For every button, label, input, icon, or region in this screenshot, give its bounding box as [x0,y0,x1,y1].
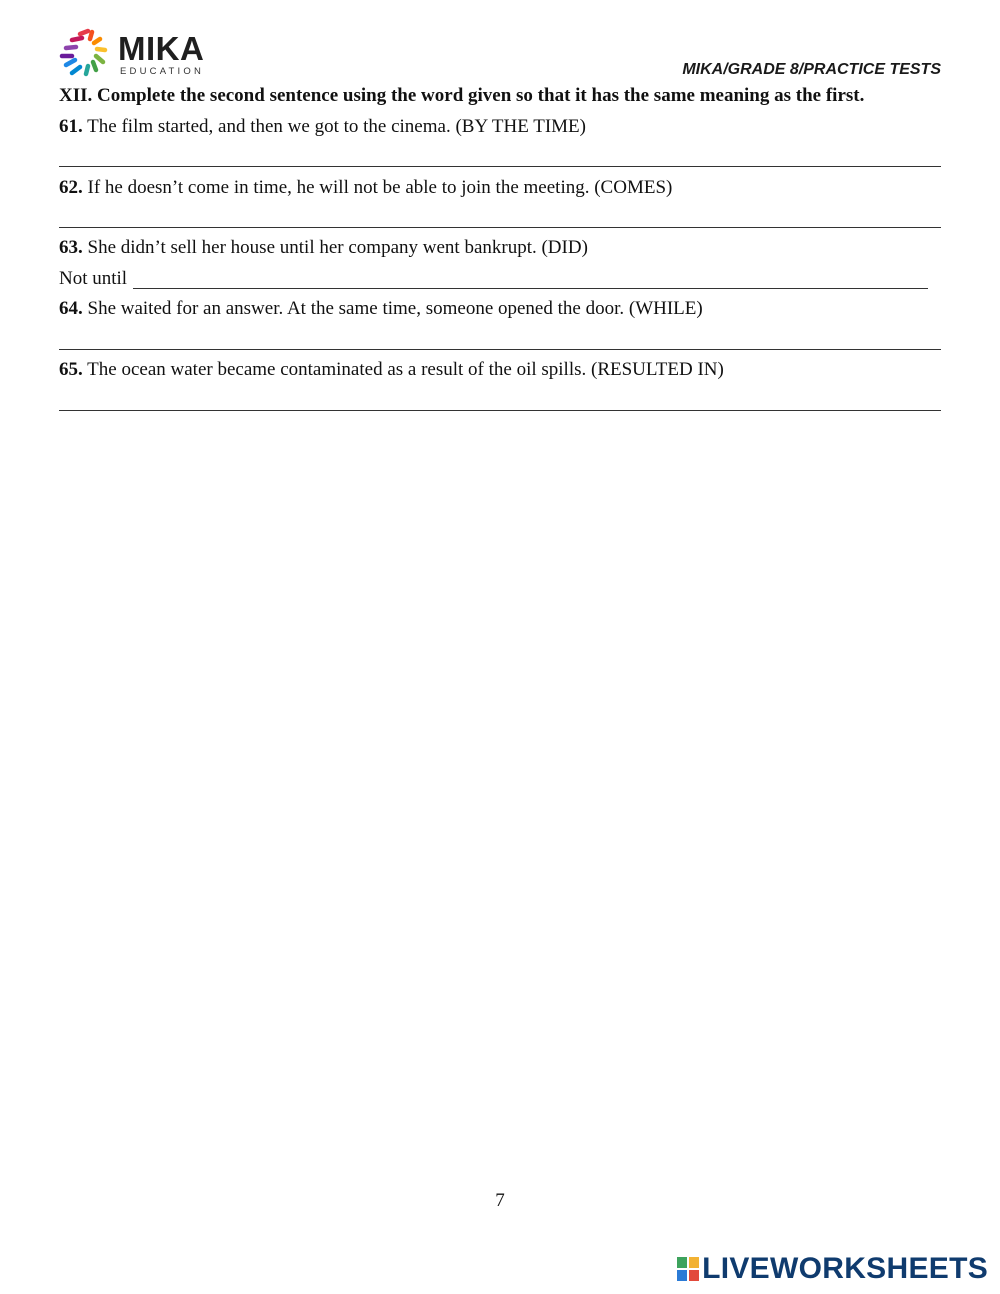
question-text: She waited for an answer. At the same time, someone opened the door. (WHILE) [87,298,703,319]
liveworksheets-logo [677,1252,988,1286]
question-number: 62. [59,177,83,198]
question-number: 63. [59,237,83,258]
answer-line-64[interactable] [59,349,941,350]
logo-subtitle: EDUCATION [120,66,205,77]
mika-logo-mark-icon [58,28,116,80]
answer-line-63[interactable] [133,288,928,289]
question-text: She didn’t sell her house until her company went bankrupt. (DID) [87,237,588,258]
answer-prefix-63: Not until [59,268,128,289]
question-63 [59,237,588,259]
question-64 [59,298,703,320]
answer-line-61[interactable] [59,166,941,167]
question-text: The film started, and then we got to the cinema. (BY THE TIME) [87,116,586,137]
page-number: 7 [495,1190,505,1211]
question-62 [59,177,672,199]
liveworksheets-mark-icon [677,1257,699,1281]
question-61 [59,116,586,138]
question-number: 64. [59,298,83,319]
question-text: If he doesn’t come in time, he will not be able to join the meeting. (COMES) [87,177,673,198]
answer-line-62[interactable] [59,227,941,228]
logo-wordmark: MIKA [118,30,205,67]
mika-logo [58,28,208,80]
section-title: XII. Complete the second sentence using the word given so that it has the same meaning as the first. [59,85,865,106]
question-text: The ocean water became contaminated as a result of the oil spills. (RESULTED IN) [87,359,724,380]
question-number: 65. [59,359,83,380]
answer-line-65[interactable] [59,410,941,411]
question-65 [59,359,724,381]
liveworksheets-wordmark: LIVEWORKSHEETS [702,1252,988,1285]
header-course-label: MIKA/GRADE 8/PRACTICE TESTS [682,61,941,78]
question-number: 61. [59,116,83,137]
